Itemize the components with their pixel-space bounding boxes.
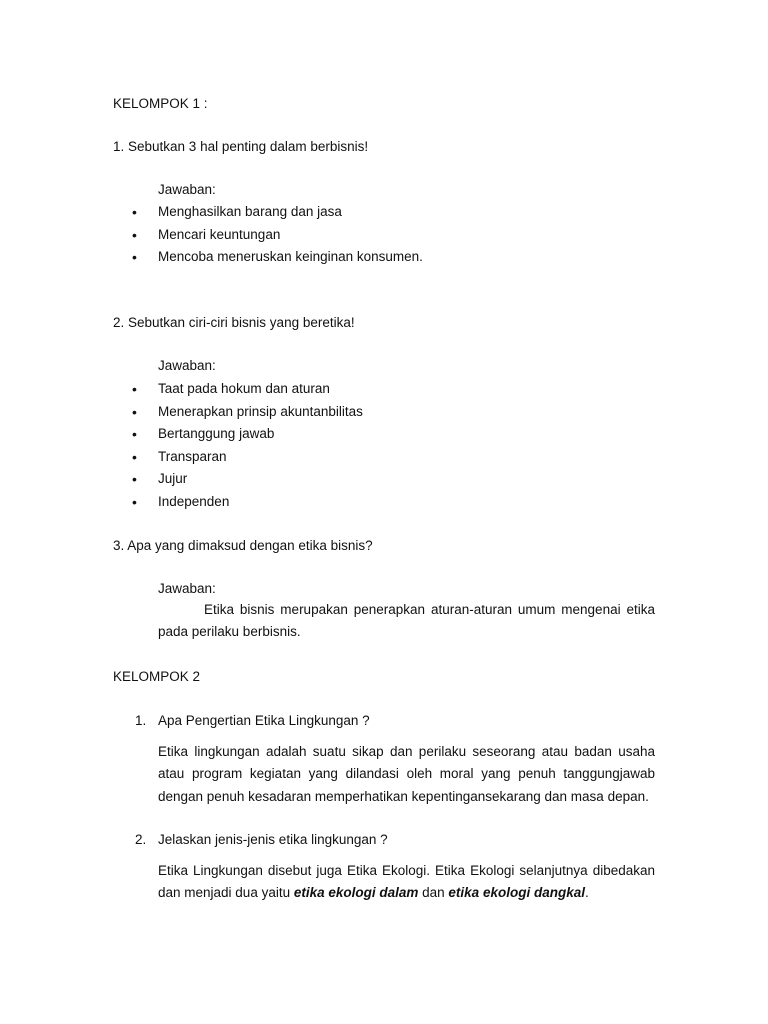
bullet-icon: • (132, 449, 137, 465)
list-item: Independen (158, 494, 230, 509)
k2-answer-2-joiner: dan (418, 885, 449, 901)
bullet-icon: • (132, 404, 137, 420)
k2-answer-2-text: Etika Lingkungan disebut juga Etika Ekologi. Etika Ekologi selanjutnya dibedakan dan menjadi dua yaitu (158, 863, 655, 901)
list-item: Menerapkan prinsip akuntanbilitas (158, 404, 363, 419)
bullet-icon: • (132, 381, 137, 397)
answer-label-3: Jawaban: (158, 581, 216, 596)
k2-answer-2 (158, 860, 655, 905)
list-item: Bertanggung jawab (158, 426, 275, 441)
heading-kelompok-2: KELOMPOK 2 (113, 669, 201, 684)
list-item: Menghasilkan barang dan jasa (158, 204, 342, 219)
question-3: 3. Apa yang dimaksud dengan etika bisnis? (113, 538, 373, 553)
bullet-icon: • (132, 249, 137, 265)
k2-question-1: Apa Pengertian Etika Lingkungan ? (158, 713, 370, 728)
list-item: Taat pada hokum dan aturan (158, 381, 330, 396)
list-number: 1. (135, 713, 147, 728)
answer-text-3: Etika bisnis merupakan penerapkan aturan-aturan umum mengenai etika pada perilaku berbisnis. (158, 602, 655, 640)
question-1: 1. Sebutkan 3 hal penting dalam berbisnis! (113, 139, 369, 154)
bullet-icon: • (132, 494, 137, 510)
k2-question-2: Jelaskan jenis-jenis etika lingkungan ? (158, 832, 388, 847)
emphasis-term: etika ekologi dangkal (448, 885, 585, 901)
answer-label-2: Jawaban: (158, 358, 216, 373)
list-item: Transparan (158, 449, 227, 464)
k2-answer-2-end: . (584, 885, 589, 901)
k2-answer-1: Etika lingkungan adalah suatu sikap dan perilaku seseorang atau badan usaha atau program kegiatan yang dilandasi oleh moral yang penuh tanggungjawab dengan penuh kesadaran memperhatikan kepentingansekarang dan masa depan. (158, 744, 655, 804)
list-item: Mencoba meneruskan keinginan konsumen. (158, 249, 423, 264)
list-item: Mencari keuntungan (158, 227, 281, 242)
bullet-icon: • (132, 471, 137, 487)
bullet-icon: • (132, 426, 137, 442)
answer-paragraph-3 (158, 599, 655, 644)
list-item: Jujur (158, 471, 188, 486)
bullet-icon: • (132, 227, 137, 243)
bullet-icon: • (132, 204, 137, 220)
emphasis-term: etika ekologi dalam (293, 885, 419, 901)
answer-label-1: Jawaban: (158, 182, 216, 197)
list-number: 2. (135, 832, 147, 847)
question-2: 2. Sebutkan ciri-ciri bisnis yang beretika! (113, 315, 355, 330)
heading-kelompok-1: KELOMPOK 1 : (113, 96, 208, 111)
